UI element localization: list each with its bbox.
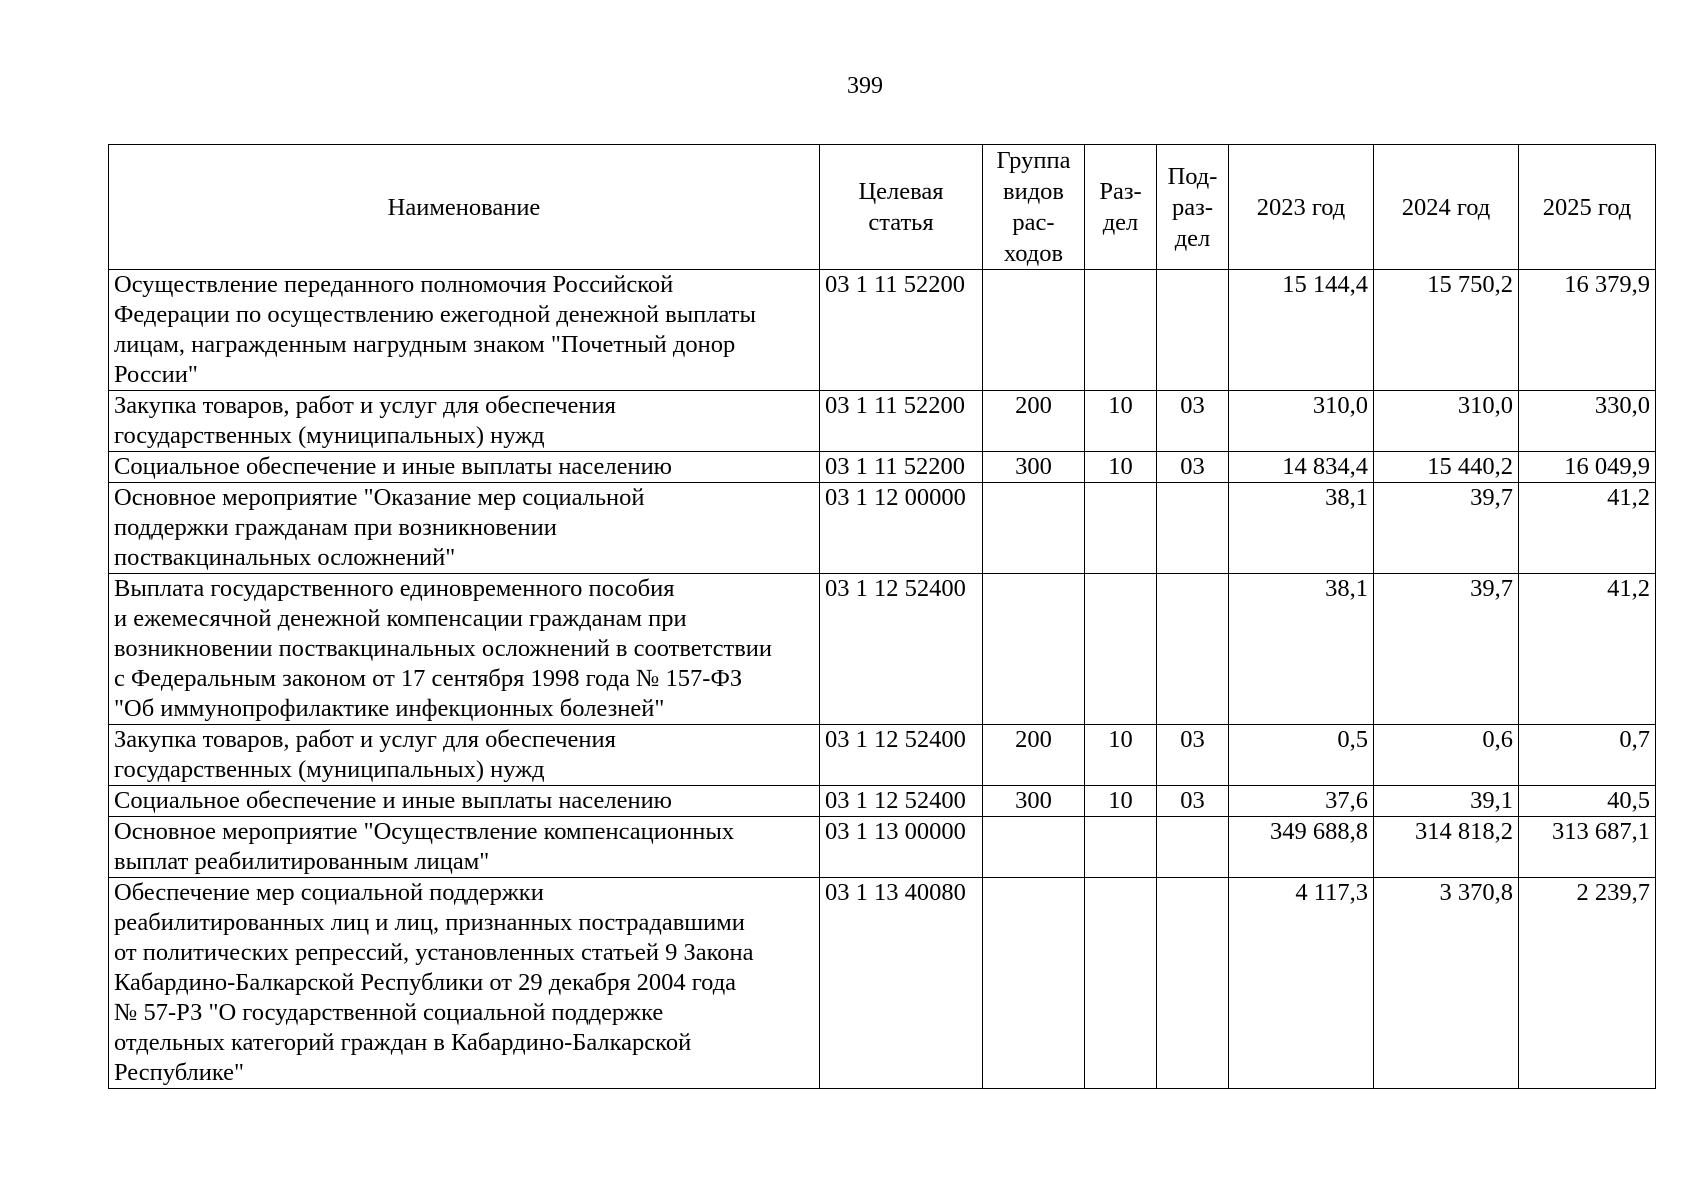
row-2025: 2 239,7 [1519,878,1656,1089]
row-expense-group: 200 [983,725,1085,786]
row-target-article: 03 1 12 52400 [820,574,983,725]
row-subsection [1157,878,1229,1089]
row-expense-group: 300 [983,786,1085,817]
row-target-article: 03 1 11 52200 [820,270,983,391]
row-expense-group [983,817,1085,878]
row-expense-group [983,270,1085,391]
row-section [1085,574,1157,725]
row-2024: 0,6 [1374,725,1519,786]
row-target-article: 03 1 12 00000 [820,483,983,574]
row-subsection: 03 [1157,452,1229,483]
row-2023: 0,5 [1229,725,1374,786]
row-target-article: 03 1 13 40080 [820,878,983,1089]
row-2023: 349 688,8 [1229,817,1374,878]
row-2023: 38,1 [1229,574,1374,725]
row-section: 10 [1085,786,1157,817]
row-2025: 40,5 [1519,786,1656,817]
row-name: Закупка товаров, работ и услуг для обеспечения государственных (муниципальных) нужд [109,391,820,452]
header-name: Наименование [109,145,820,270]
row-section [1085,483,1157,574]
row-subsection [1157,817,1229,878]
header-2024: 2024 год [1374,145,1519,270]
header-2025: 2025 год [1519,145,1656,270]
header-expense-group: Группа видов рас- ходов [983,145,1085,270]
header-target-article: Целевая статья [820,145,983,270]
row-expense-group [983,574,1085,725]
row-2025: 0,7 [1519,725,1656,786]
row-target-article: 03 1 11 52200 [820,452,983,483]
row-2024: 314 818,2 [1374,817,1519,878]
table-row [109,270,1656,391]
row-name: Социальное обеспечение и иные выплаты населению [109,452,820,483]
table-row [109,483,1656,574]
row-2024: 15 750,2 [1374,270,1519,391]
row-subsection: 03 [1157,391,1229,452]
header-2023: 2023 год [1229,145,1374,270]
row-2025: 330,0 [1519,391,1656,452]
row-2023: 37,6 [1229,786,1374,817]
row-subsection [1157,270,1229,391]
row-2024: 310,0 [1374,391,1519,452]
row-name: Обеспечение мер социальной поддержки реабилитированных лиц и лиц, признанных пострадавшими от политических репрессий, установленных статьей 9 Закона Кабардино-Балкарской Республики от 29 декабря 2004 года № 57-РЗ "О государственной социальной поддержке отдельных категорий граждан в Кабардино-Балкарской Республике" [109,878,820,1089]
row-2025: 41,2 [1519,574,1656,725]
row-subsection [1157,574,1229,725]
row-section: 10 [1085,391,1157,452]
row-section [1085,878,1157,1089]
row-target-article: 03 1 12 52400 [820,786,983,817]
row-2023: 38,1 [1229,483,1374,574]
table-row [109,817,1656,878]
row-name: Закупка товаров, работ и услуг для обеспечения государственных (муниципальных) нужд [109,725,820,786]
row-2025: 16 049,9 [1519,452,1656,483]
row-2024: 39,7 [1374,574,1519,725]
row-target-article: 03 1 12 52400 [820,725,983,786]
row-2024: 15 440,2 [1374,452,1519,483]
table-row [109,574,1656,725]
row-target-article: 03 1 13 00000 [820,817,983,878]
row-name: Основное мероприятие "Оказание мер социальной поддержки гражданам при возникновении поствакцинальных осложнений" [109,483,820,574]
row-subsection [1157,483,1229,574]
table-row [109,725,1656,786]
row-2025: 16 379,9 [1519,270,1656,391]
row-2023: 310,0 [1229,391,1374,452]
table-row [109,452,1656,483]
header-section: Раз- дел [1085,145,1157,270]
row-expense-group [983,878,1085,1089]
row-expense-group: 200 [983,391,1085,452]
table-row [109,391,1656,452]
header-subsection: Под- раз- дел [1157,145,1229,270]
row-name: Социальное обеспечение и иные выплаты населению [109,786,820,817]
table-row [109,786,1656,817]
row-subsection: 03 [1157,725,1229,786]
row-subsection: 03 [1157,786,1229,817]
row-2025: 313 687,1 [1519,817,1656,878]
row-section: 10 [1085,452,1157,483]
row-2024: 39,1 [1374,786,1519,817]
row-2025: 41,2 [1519,483,1656,574]
row-2024: 39,7 [1374,483,1519,574]
row-2024: 3 370,8 [1374,878,1519,1089]
row-name: Основное мероприятие "Осуществление компенсационных выплат реабилитированным лицам" [109,817,820,878]
row-section [1085,817,1157,878]
row-section [1085,270,1157,391]
row-2023: 4 117,3 [1229,878,1374,1089]
row-2023: 15 144,4 [1229,270,1374,391]
row-name: Выплата государственного единовременного пособия и ежемесячной денежной компенсации гражданам при возникновении поствакцинальных осложнений в соответствии с Федеральным законом от 17 сентября 1998 года № 157-ФЗ "Об иммунопрофилактике инфекционных болезней" [109,574,820,725]
budget-table [108,144,1656,1089]
row-2023: 14 834,4 [1229,452,1374,483]
row-name: Осуществление переданного полномочия Российской Федерации по осуществлению ежегодной денежной выплаты лицам, награжденным нагрудным знаком "Почетный донор России" [109,270,820,391]
table-header-row [109,145,1656,270]
row-expense-group [983,483,1085,574]
row-target-article: 03 1 11 52200 [820,391,983,452]
page-number: 399 [847,73,883,99]
row-section: 10 [1085,725,1157,786]
table-row [109,878,1656,1089]
row-expense-group: 300 [983,452,1085,483]
